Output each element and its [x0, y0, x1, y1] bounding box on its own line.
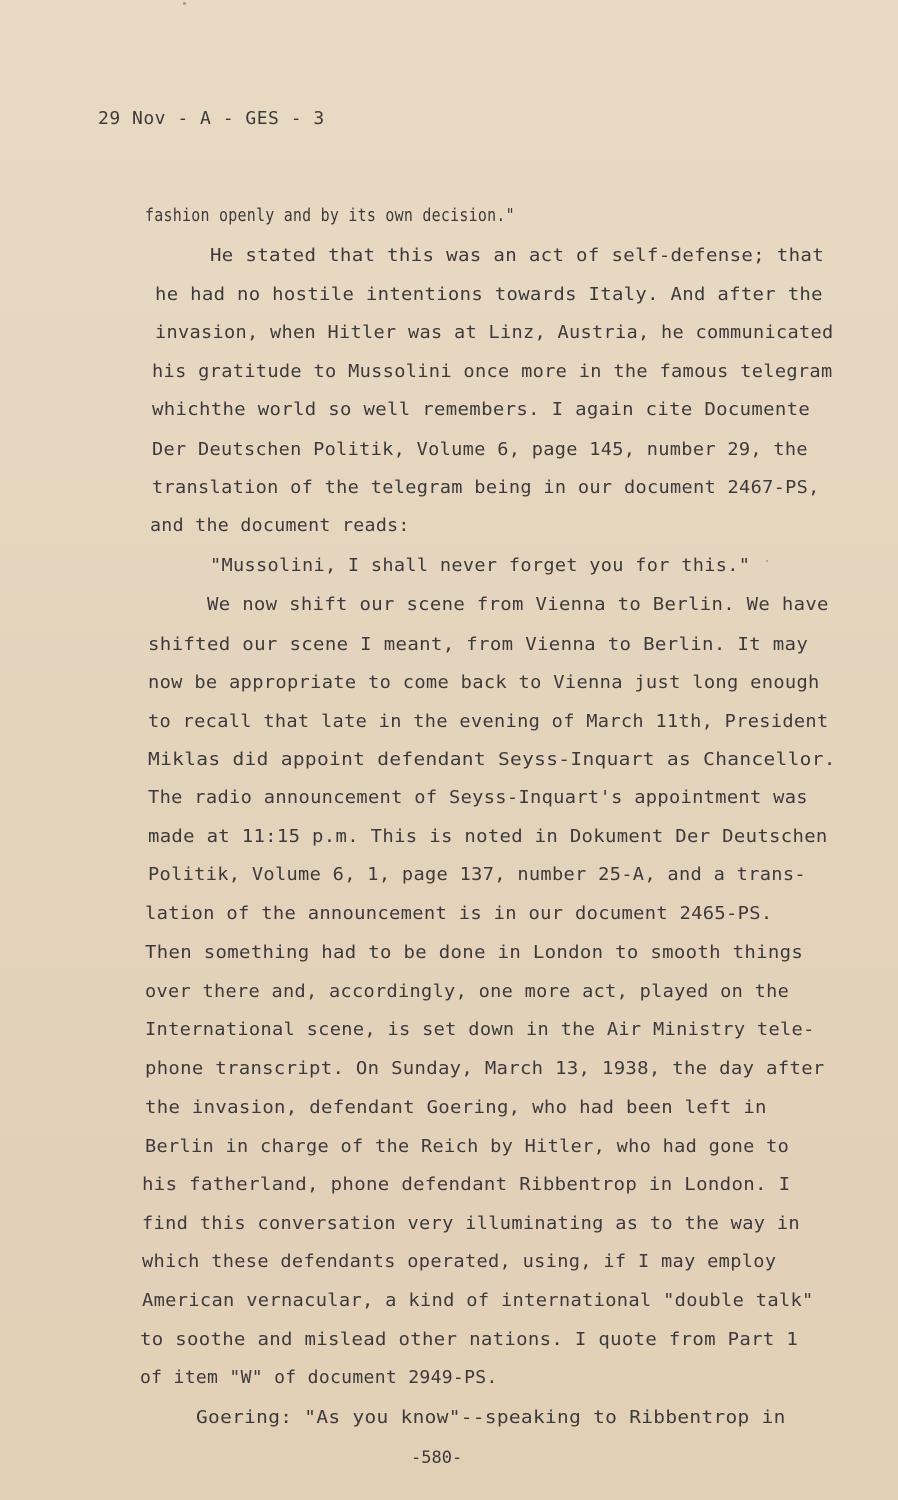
text-line: over there and, accordingly, one more act, played on the [145, 982, 790, 1002]
text-line: shifted our scene I meant, from Vienna to Berlin. It may [148, 635, 809, 655]
text-line: He stated that this was an act of self-defense; that [210, 246, 825, 266]
text-line: he had no hostile intentions towards Italy. And after the [155, 285, 823, 305]
text-line: of item "W" of document 2949-PS. [140, 1368, 498, 1388]
text-line: American vernacular, a kind of international "double talk" [142, 1291, 814, 1311]
text-line: to recall that late in the evening of March 11th, President [148, 712, 829, 732]
text-line: lation of the announcement is in our document 2465-PS. [145, 904, 773, 924]
text-line: Goering: "As you know"--speaking to Ribbentrop in [196, 1408, 786, 1428]
text-line: The radio announcement of Seyss-Inquart's appointment was [148, 788, 808, 808]
text-line: Then something had to be done in London to smooth things [145, 943, 804, 963]
text-line: fashion openly and by its own decision." [145, 206, 515, 226]
text-line: Miklas did appoint defendant Seyss-Inquart as Chancellor. [148, 750, 836, 770]
text-line: now be appropriate to come back to Vienna just long enough [148, 673, 820, 693]
text-line: translation of the telegram being in our document 2467-PS, [152, 478, 820, 498]
paper-speck [766, 560, 768, 562]
text-line: made at 11:15 p.m. This is noted in Dokument Der Deutschen [148, 827, 828, 847]
page-number: -580- [411, 1448, 463, 1468]
text-line: Berlin in charge of the Reich by Hitler, who had gone to [145, 1137, 790, 1157]
text-line: to soothe and mislead other nations. I quote from Part 1 [140, 1330, 799, 1350]
text-line: International scene, is set down in the Air Ministry tele- [145, 1020, 815, 1040]
text-line: Politik, Volume 6, 1, page 137, number 25-A, and a trans- [148, 865, 806, 885]
text-line: and the document reads: [150, 516, 410, 536]
text-line: his gratitude to Mussolini once more in the famous telegram [152, 362, 833, 382]
text-line: whichthe world so well remembers. I again cite Documente [152, 400, 811, 420]
text-line: the invasion, defendant Goering, who had been left in [145, 1098, 767, 1118]
text-line: phone transcript. On Sunday, March 13, 1938, the day after [145, 1059, 825, 1079]
paper-speck [183, 2, 186, 5]
text-line: find this conversation very illuminating as to the way in [142, 1214, 800, 1234]
text-line: invasion, when Hitler was at Linz, Austria, he communicated [155, 323, 834, 343]
text-line: which these defendants operated, using, if I may employ [142, 1252, 777, 1272]
page-header: 29 Nov - A - GES - 3 [98, 108, 325, 129]
text-line: We now shift our scene from Vienna to Berlin. We have [207, 595, 829, 615]
text-line: "Mussolini, I shall never forget you for this." [210, 556, 751, 576]
text-line: his fatherland, phone defendant Ribbentrop in London. I [142, 1175, 791, 1195]
text-line: Der Deutschen Politik, Volume 6, page 145, number 29, the [152, 440, 808, 460]
